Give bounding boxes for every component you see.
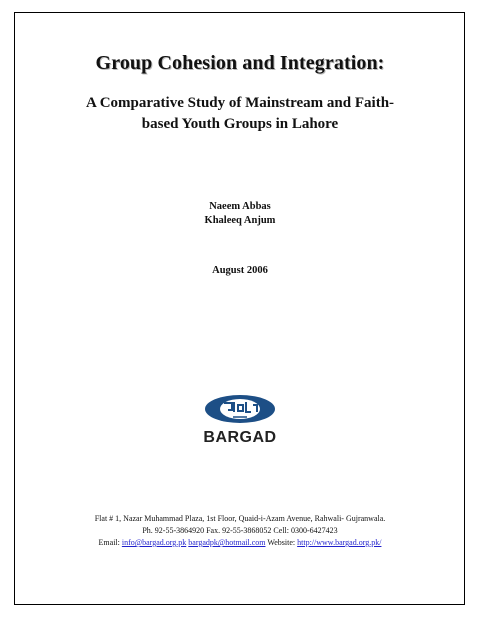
document-subtitle: A Comparative Study of Mainstream and Faith-based Youth Groups in Lahore xyxy=(85,95,395,132)
document-title: Group Cohesion and Integration: xyxy=(95,52,385,74)
email-link-info[interactable]: info@bargad.org.pk xyxy=(121,538,187,547)
author-1: Naeem Abbas xyxy=(209,201,271,212)
website-label: Website: xyxy=(267,538,296,547)
bargad-logo-text: BARGAD xyxy=(203,429,277,446)
contact-address: Flat # 1, Nazar Muhammad Plaza, 1st Floor, Quaid-i-Azam Avenue, Rahwali- Gujranwala. xyxy=(94,514,386,523)
email-link-hotmail[interactable]: bargadpk@hotmail.com xyxy=(188,538,266,547)
email-label: Email: xyxy=(98,538,120,547)
website-link[interactable]: http://www.bargad.org.pk/ xyxy=(297,538,382,547)
publication-date: August 2006 xyxy=(212,265,268,276)
contact-links xyxy=(20,537,460,548)
contact-phone: Ph. 92-55-3864920 Fax. 92-55-3868052 Cell: 0300-6427423 xyxy=(142,526,338,535)
author-2: Khaleeq Anjum xyxy=(204,215,276,226)
